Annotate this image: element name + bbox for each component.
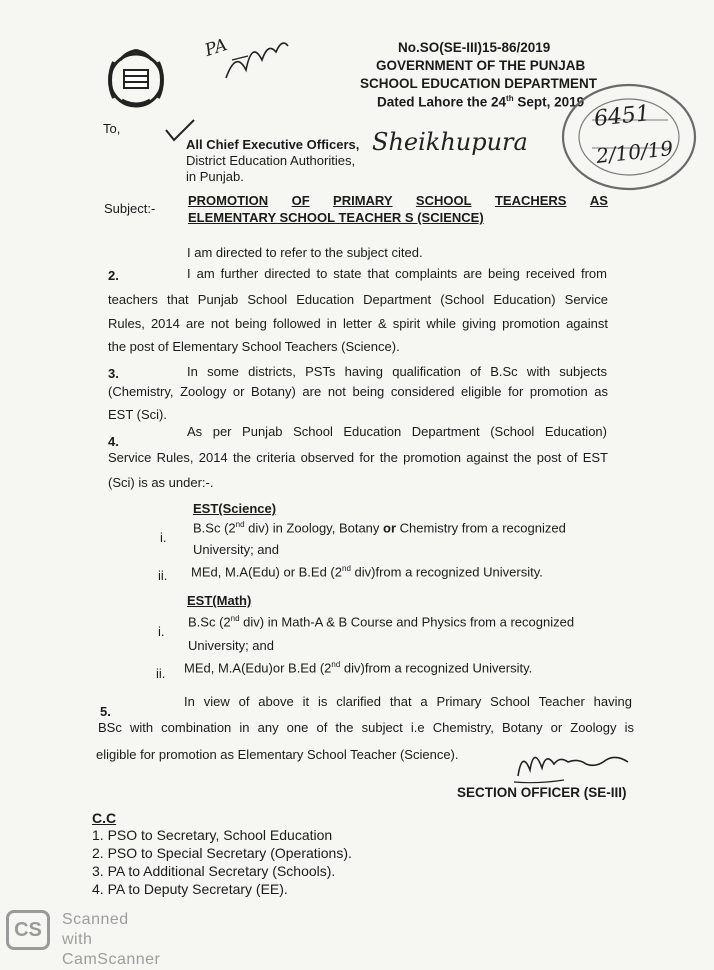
subject-word: PROMOTION bbox=[188, 193, 269, 208]
to-label: To, bbox=[103, 121, 121, 136]
paragraph-3-line: (Chemistry, Zoology or Botany) are not being considered eligible for promotion as bbox=[108, 384, 608, 399]
est-science-item-1: B.Sc (2nd div) in Zoology, Botany or Chemistry from a recognized bbox=[193, 520, 566, 536]
cc-item: 2. PSO to Special Secretary (Operations). bbox=[92, 845, 352, 861]
subject-word: SCHOOL bbox=[415, 193, 472, 208]
cc-item: 1. PSO to Secretary, School Education bbox=[92, 827, 333, 843]
punjab-government-logo bbox=[98, 40, 174, 114]
paragraph-2-number: 2. bbox=[108, 268, 119, 283]
est-math-item-2-number: ii. bbox=[156, 666, 166, 681]
paragraph-1: I am directed to refer to the subject cited. bbox=[187, 245, 423, 260]
handwritten-initials-scribble bbox=[222, 30, 292, 85]
est-science-item-2: MEd, M.A(Edu) or B.Ed (2nd div)from a recognized University. bbox=[191, 564, 543, 580]
est-math-item-1: B.Sc (2nd div) in Math-A & B Course and Physics from a recognized bbox=[188, 614, 575, 630]
cc-heading: C.C bbox=[92, 810, 117, 826]
paragraph-5-line: BSc with combination in any one of the subject i.e Chemistry, Botany or Zoology is bbox=[98, 720, 634, 735]
subject-label: Subject:- bbox=[104, 201, 156, 216]
cc-list bbox=[92, 827, 352, 899]
paragraph-2-line: teachers that Punjab School Education Department (School Education) Service bbox=[108, 292, 608, 307]
paragraph-2-line: the post of Elementary School Teachers (Science). bbox=[108, 339, 400, 354]
paragraph-4-line: As per Punjab School Education Department (School Education) bbox=[187, 424, 607, 439]
paragraph-4-line: Service Rules, 2014 the criteria observed for the promotion against the post of EST bbox=[108, 450, 608, 465]
est-math-item-1-number: i. bbox=[158, 624, 165, 639]
subject-word: AS bbox=[589, 193, 608, 208]
est-math-item-1-cont: University; and bbox=[188, 638, 274, 653]
cc-item: 3. PA to Additional Secretary (Schools). bbox=[92, 863, 336, 879]
reference-number: No.SO(SE-III)15-86/2019 bbox=[398, 40, 551, 55]
handwritten-district-name: Sheikhupura bbox=[372, 128, 528, 156]
section-officer-title: SECTION OFFICER (SE-III) bbox=[457, 785, 627, 800]
paragraph-5-line: eligible for promotion as Elementary School Teacher (Science). bbox=[96, 747, 459, 762]
est-math-heading: EST(Math) bbox=[187, 593, 252, 608]
camscanner-logo-icon: CS bbox=[6, 910, 50, 950]
paragraph-5-number: 5. bbox=[100, 704, 111, 719]
stamp-handwritten-date: 2/10/19 bbox=[594, 136, 675, 168]
addressee-line-1: All Chief Executive Officers, bbox=[186, 137, 360, 152]
est-science-item-1-cont: University; and bbox=[193, 542, 279, 557]
subject-line-2: ELEMENTARY SCHOOL TEACHER S (SCIENCE) bbox=[188, 210, 484, 225]
cc-item: 4. PA to Deputy Secretary (EE). bbox=[92, 881, 288, 897]
est-science-item-2-number: ii. bbox=[158, 568, 168, 583]
est-science-heading: EST(Science) bbox=[193, 501, 277, 516]
department-title: SCHOOL EDUCATION DEPARTMENT bbox=[360, 76, 598, 91]
office-receipt-stamp bbox=[556, 78, 702, 196]
officer-signature bbox=[508, 740, 638, 790]
addressee-line-2: District Education Authorities, bbox=[186, 153, 356, 168]
handwritten-pa-annotation: PA bbox=[202, 35, 230, 61]
paragraph-3-line: In some districts, PSTs having qualification of B.Sc with subjects bbox=[187, 364, 607, 379]
paragraph-3-number: 3. bbox=[108, 366, 119, 381]
subject-word: OF bbox=[291, 193, 310, 208]
camscanner-text: Scanned with CamScanner bbox=[62, 911, 161, 968]
government-title: GOVERNMENT OF THE PUNJAB bbox=[376, 58, 586, 73]
paragraph-2-line: Rules, 2014 are not being followed in letter & spirit while giving promotion against bbox=[108, 316, 608, 331]
date-line: Dated Lahore the 24th Sept, 2019 bbox=[377, 94, 585, 110]
paragraph-5-line: In view of above it is clarified that a Primary School Teacher having bbox=[184, 694, 632, 709]
subject-word: PRIMARY bbox=[333, 193, 393, 208]
subject-word: TEACHERS bbox=[494, 193, 567, 208]
est-math-item-2: MEd, M.A(Edu)or B.Ed (2nd div)from a recognized University. bbox=[184, 660, 533, 676]
stamp-handwritten-number: 6451 bbox=[592, 101, 652, 132]
paragraph-2-line: I am further directed to state that complaints are being received from bbox=[187, 266, 607, 281]
subject-line-1 bbox=[188, 194, 608, 207]
paragraph-4-number: 4. bbox=[108, 434, 119, 449]
addressee-line-3: in Punjab. bbox=[186, 169, 244, 184]
paragraph-3-line: EST (Sci). bbox=[108, 407, 167, 422]
paragraph-4-line: (Sci) is as under:-. bbox=[108, 475, 214, 490]
est-science-item-1-number: i. bbox=[160, 530, 167, 545]
